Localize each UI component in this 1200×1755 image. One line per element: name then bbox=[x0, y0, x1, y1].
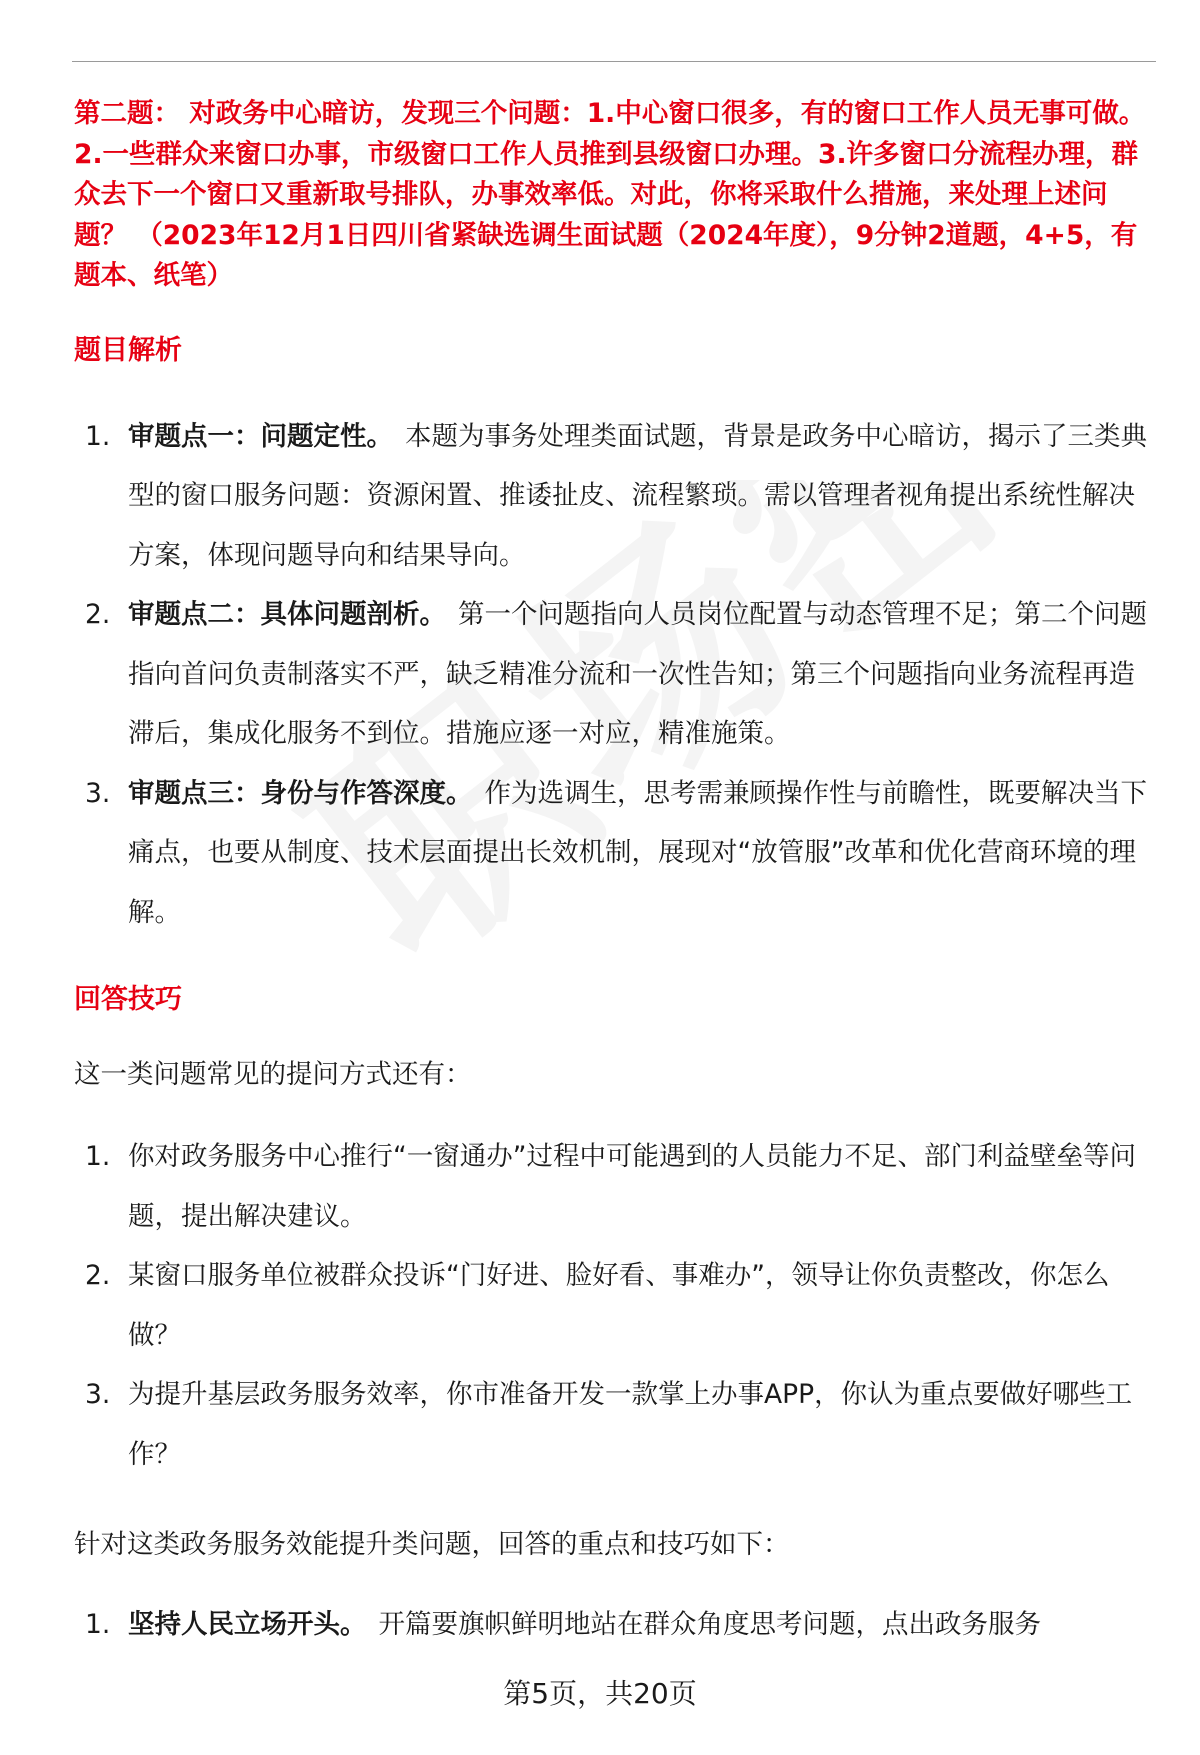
variant-item bbox=[74, 1246, 1156, 1365]
variant-item bbox=[74, 1365, 1156, 1484]
page-content bbox=[74, 94, 1156, 1655]
variants-intro: 这一类问题常见的提问方式还有： bbox=[74, 1059, 472, 1090]
skills-intro: 针对这类政务服务效能提升类问题，回答的重点和技巧如下： bbox=[74, 1529, 790, 1560]
page-number: 第5页，共20页 bbox=[503, 1677, 697, 1710]
analysis-item-lead: 审题点三：身份与作答深度。 bbox=[128, 777, 473, 809]
skill-item-lead: 坚持人民立场开头。 bbox=[128, 1609, 367, 1640]
analysis-item-lead: 审题点一：问题定性。 bbox=[128, 420, 393, 452]
analysis-item-text: 本题为事务处理类面试题，背景是政务中心暗访，揭示了三类典型的窗口服务问题：资源闲置、推诿扯皮、流程繁琐。需以管理者视角提出系统性解决方案，体现问题导向和结果导向。 bbox=[128, 420, 1147, 571]
analysis-item-text: 作为选调生，思考需兼顾操作性与前瞻性，既要解决当下痛点，也要从制度、技术层面提出长效机制，展现对“放管服”改革和优化营商环境的理解。 bbox=[128, 777, 1147, 928]
variant-item bbox=[74, 1127, 1156, 1246]
analysis-item-lead: 审题点二：具体问题剖析。 bbox=[128, 599, 446, 630]
variant-item-text: 为提升基层政务服务效率，你市准备开发一款掌上办事APP，你认为重点要做好哪些工作？ bbox=[128, 1379, 1133, 1470]
analysis-item bbox=[74, 764, 1156, 943]
variant-item-text: 某窗口服务单位被群众投诉“门好进、脸好看、事难办”，领导让你负责整改，你怎么做？ bbox=[128, 1260, 1110, 1351]
list-number: 2. bbox=[85, 1260, 111, 1291]
list-number: 3. bbox=[85, 1379, 111, 1410]
list-number: 1. bbox=[85, 1609, 111, 1640]
skill-item bbox=[74, 1595, 1156, 1655]
analysis-item-text: 第一个问题指向人员岗位配置与动态管理不足；第二个问题指向首问负责制落实不严，缺乏精准分流和一次性告知；第三个问题指向业务流程再造滞后，集成化服务不到位。措施应逐一对应，精准施策。 bbox=[128, 599, 1147, 749]
variant-item-text: 你对政务服务中心推行“一窗通办”过程中可能遇到的人员能力不足、部门利益壁垒等问题，提出解决建议。 bbox=[128, 1141, 1136, 1232]
analysis-item bbox=[74, 407, 1156, 586]
tips-heading: 回答技巧 bbox=[74, 984, 182, 1015]
list-number: 1. bbox=[85, 1141, 111, 1172]
header-rule bbox=[72, 61, 1156, 62]
analysis-heading: 题目解析 bbox=[74, 334, 182, 366]
variants-list bbox=[74, 1127, 1156, 1484]
analysis-item bbox=[74, 585, 1156, 764]
list-number: 3. bbox=[85, 777, 111, 809]
skill-item-text: 开篇要旗帜鲜明地站在群众角度思考问题，点出政务服务 bbox=[378, 1609, 1041, 1640]
skills-list bbox=[74, 1595, 1156, 1655]
list-number: 2. bbox=[85, 599, 111, 630]
analysis-list bbox=[74, 407, 1156, 943]
question-text: 第二题： 对政务中心暗访，发现三个问题：1.中心窗口很多，有的窗口工作人员无事可做。2.一些群众来窗口办事，市级窗口工作人员推到县级窗口办理。3.许多窗口分流程办理，群众去下一个窗口又重新取号排队，办事效率低。对此，你将采取什么措施，来处理上述问题？ （2023年12月1日四川省紧缺选调生面试题（2024年度），9分钟2道题，4+5，有题本、纸笔） bbox=[74, 98, 1146, 291]
list-number: 1. bbox=[85, 420, 111, 452]
